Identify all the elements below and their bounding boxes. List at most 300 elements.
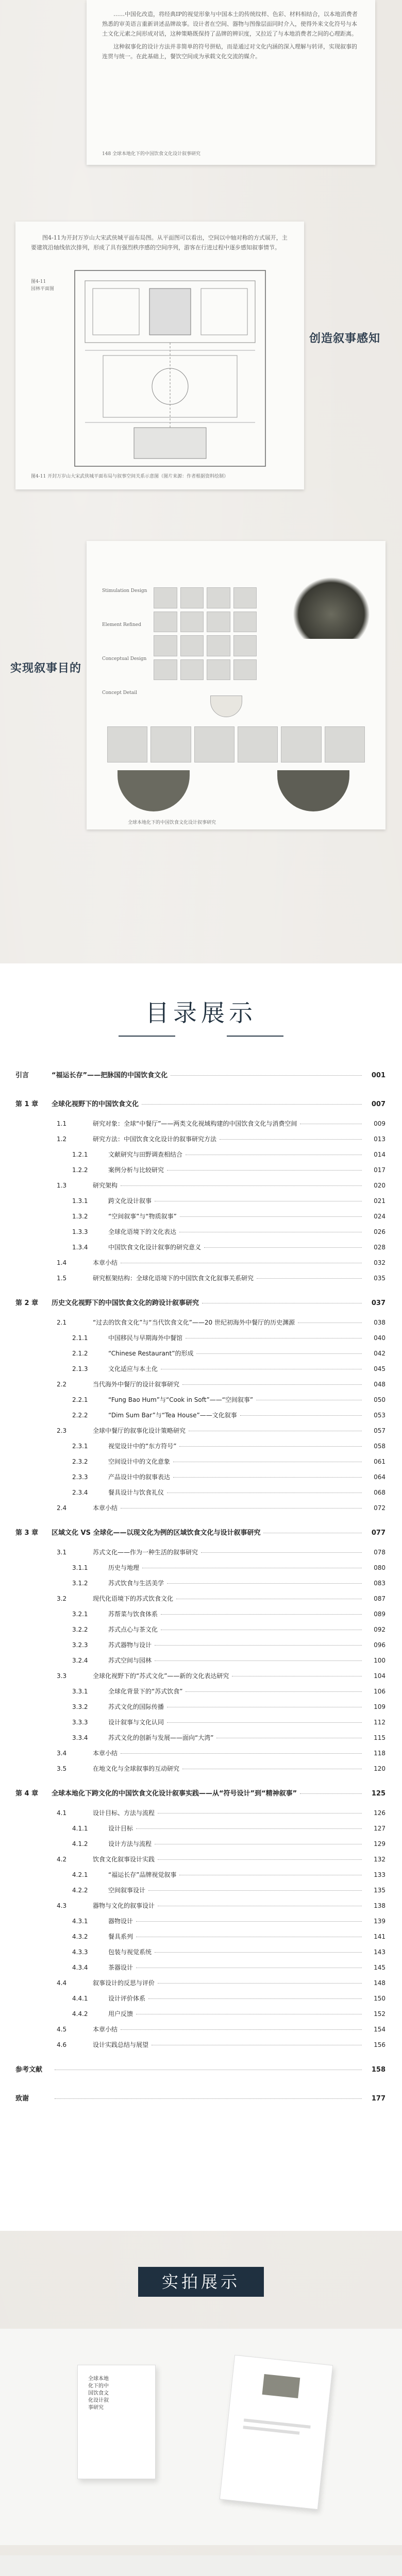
toc-text: 餐具设计与饮食礼仪: [108, 1489, 164, 1496]
toc-page-number: 024: [374, 1213, 386, 1220]
toc-leader-dots: [121, 1753, 362, 1754]
toc-text: 本章小结: [93, 1504, 118, 1512]
toc-text: 文化适应与本土化: [108, 1365, 158, 1372]
toc-entry-row: [72, 1932, 386, 1941]
toc-text: 全球本地化下跨文化的中国饮食文化设计叙事实践——从“符号设计”到“精神叙事”: [52, 1790, 297, 1798]
toc-page-number: 126: [374, 1809, 386, 1817]
toc-leader-dots: [204, 1247, 362, 1248]
toc-page-number: 080: [374, 1564, 386, 1571]
toc-leader-dots: [167, 1583, 362, 1584]
toc-text: 用户反馈: [108, 2010, 133, 2018]
toc-leader-dots: [171, 1075, 362, 1076]
toc-entry-row: [57, 1764, 386, 1773]
toc-leader-dots: [180, 1216, 362, 1217]
photo-book-covers: [0, 2329, 402, 2545]
toc-entry-row: [72, 1640, 386, 1649]
toc-page-number: 145: [374, 1964, 386, 1971]
book-cover-front: [220, 2355, 333, 2510]
toc-chapter-row: [15, 1098, 386, 1108]
toc-number: 2.1.2: [72, 1350, 88, 1357]
toc-text: 在地文化与全球叙事的互动研究: [93, 1765, 180, 1772]
toc-entry-row: [57, 1808, 386, 1817]
toc-leader-dots: [220, 1139, 362, 1140]
toc-number: 4.3.3: [72, 1948, 88, 1956]
stage-label: Element Refined: [102, 622, 141, 628]
toc-number: 3.2.4: [72, 1657, 88, 1664]
toc-page-number: 096: [374, 1641, 386, 1649]
figure-label: 图4-11 园林平面图: [31, 279, 55, 292]
toc-text: 苏帮菜与饮食体系: [108, 1611, 158, 1618]
bronze-vessel-image: [293, 577, 370, 639]
toc-leader-dots: [158, 1813, 362, 1814]
toc-text: 产品设计中的叙事表达: [108, 1473, 171, 1481]
toc-entry-row: [57, 1855, 386, 1863]
toc-number: 3.2.3: [72, 1641, 88, 1649]
toc-text: 研究框架结构：全球化语境下的中国饮食文化叙事关系研究: [93, 1275, 254, 1282]
toc-entry-row: [72, 1718, 386, 1726]
toc-chapter-row: [15, 1070, 386, 1079]
toc-text: 设计方法与流程: [108, 1840, 152, 1848]
toc-number: 3.2.2: [72, 1626, 88, 1633]
toc-page-number: 028: [374, 1244, 386, 1251]
toc-entry-row: [57, 1749, 386, 1757]
toc-text: 设计叙事与文化认同: [108, 1719, 164, 1726]
toc-entry-row: [72, 1824, 386, 1833]
toc-page-number: 152: [374, 2010, 386, 2018]
toc-number: 参考文献: [15, 2066, 43, 2074]
toc-text: “Fung Bao Hum”与“Cook in Soft”——“空间叙事”: [108, 1396, 254, 1403]
toc-entry-row: [72, 1364, 386, 1373]
toc-number: 1.3: [57, 1182, 67, 1189]
toc-page-number: 118: [374, 1750, 386, 1757]
toc-entry-row: [72, 1702, 386, 1711]
toc-entry-row: [72, 1333, 386, 1342]
toc-page-number: 032: [374, 1259, 386, 1266]
toc-title: 目录展示: [145, 999, 257, 1027]
toc-number: 1.4: [57, 1259, 67, 1266]
toc-entry-row: [72, 2009, 386, 2018]
toc-entry-row: [72, 1150, 386, 1159]
toc-page-number: 127: [374, 1825, 386, 1832]
toc-entry-row: [72, 1886, 386, 1894]
toc-number: 4.2.2: [72, 1887, 88, 1894]
toc-page-number: 040: [374, 1334, 386, 1342]
toc-text: 苏式饮食与生活美学: [108, 1580, 164, 1587]
toc-number: 第 3 章: [15, 1529, 39, 1537]
toc-text: 本章小结: [93, 1750, 118, 1757]
toc-text: 器物设计: [108, 1918, 133, 1925]
toc-number: 第 1 章: [15, 1100, 39, 1108]
toc-number: 第 2 章: [15, 1299, 39, 1307]
toc-page-number: 083: [374, 1580, 386, 1587]
toc-number: 4.4.2: [72, 2010, 88, 2018]
toc-entry-row: [72, 1457, 386, 1466]
toc-number: 2.2: [57, 1381, 67, 1388]
toc-leader-dots: [161, 1614, 362, 1615]
toc-page-number: 009: [374, 1120, 386, 1127]
toc-number: 3.3.3: [72, 1719, 88, 1726]
toc-page-number: 017: [374, 1166, 386, 1174]
toc-entry-row: [57, 1318, 386, 1327]
toc-text: 研究方法：中国饮食文化设计的叙事研究方法: [93, 1136, 217, 1143]
toc-leader-dots: [179, 1446, 362, 1447]
toc-page-number: 064: [374, 1473, 386, 1481]
toc-number: 4.3: [57, 1902, 67, 1909]
toc-entry-row: [57, 1181, 386, 1190]
toc-number: 2.3.2: [72, 1458, 88, 1465]
toc-text: 全球化视野下的中国饮食文化: [52, 1100, 139, 1108]
toc-number: 4.2: [57, 1856, 67, 1863]
toc-number: 2.3.3: [72, 1473, 88, 1481]
toc-number: 2.3.4: [72, 1489, 88, 1496]
toc-leader-dots: [158, 1983, 362, 1984]
thumbnail-grid: [154, 587, 257, 680]
toc-page-number: 120: [374, 1765, 386, 1772]
toc-number: 4.3.4: [72, 1964, 88, 1971]
toc-title-rule-right: [227, 1036, 283, 1037]
toc-entry-row: [57, 1671, 386, 1680]
toc-page-number: 109: [374, 1703, 386, 1710]
toc-number: 引言: [15, 1072, 29, 1079]
toc-text: 空间设计中的文化意象: [108, 1458, 171, 1465]
toc-number: 1.3.1: [72, 1197, 88, 1205]
toc-text: 设计目标: [108, 1825, 133, 1832]
toc-page-number: 158: [371, 2066, 386, 2074]
toc-text: 历史与地理: [108, 1564, 140, 1571]
photos-title: 实拍展示: [138, 2267, 264, 2297]
toc-entry-row: [72, 1212, 386, 1221]
toc-entry-row: [57, 1548, 386, 1556]
toc-leader-dots: [121, 2029, 362, 2030]
toc-number: 1.5: [57, 1275, 67, 1282]
thumbnail-grid-2: [107, 726, 365, 762]
toc-text: 中国移民与早期海外中餐馆: [108, 1334, 183, 1342]
toc-text: 全球中餐厅的叙事化设计策略研究: [93, 1427, 186, 1434]
toc-number: 2.1.3: [72, 1365, 88, 1372]
toc-entry-row: [72, 1839, 386, 1848]
toc-page-number: 112: [374, 1719, 386, 1726]
toc-text: “Dim Sum Bar”与“Tea House”——文化叙事: [108, 1412, 237, 1419]
toc-text: 苏式文化——作为一种生活的叙事研究: [93, 1549, 198, 1556]
toc-entry-row: [72, 1349, 386, 1358]
bowl-icon: [210, 696, 242, 717]
toc-text: 苏式器物与设计: [108, 1641, 152, 1649]
toc-page-number: 053: [374, 1412, 386, 1419]
toc-page-number: 156: [374, 2041, 386, 2048]
toc-page-number: 135: [374, 1887, 386, 1894]
toc-page-number: 020: [374, 1182, 386, 1189]
toc-text: 苏式文化的国际传播: [108, 1703, 164, 1710]
toc-number: 第 4 章: [15, 1790, 39, 1798]
toc-leader-dots: [201, 1552, 362, 1553]
toc-leader-dots: [55, 2098, 362, 2099]
stage-label: Stimulation Design: [102, 588, 147, 594]
label-realize-narrative: 实现叙事目的: [10, 662, 82, 675]
garden-plan-drawing: [72, 268, 268, 469]
toc-text: “过去的饮食文化”与“当代饮食文化”——20 世纪初海外中餐厅的历史渊源: [93, 1319, 295, 1326]
toc-number: 4.3.1: [72, 1918, 88, 1925]
toc-number: 2.2.1: [72, 1396, 88, 1403]
toc-text: 苏式点心与茶文化: [108, 1626, 158, 1633]
toc-number: 3.2.1: [72, 1611, 88, 1618]
toc-text: 全球化背景下的“苏式饮食”: [108, 1688, 183, 1695]
toc-number: 4.1.2: [72, 1840, 88, 1848]
toc-text: 本章小结: [93, 2026, 118, 2033]
toc-number: 3.4: [57, 1750, 67, 1757]
toc-text: “Chinese Restaurant”的形成: [108, 1350, 194, 1357]
toc-text: 中国饮食文化设计叙事的研究意义: [108, 1244, 202, 1251]
toc-number: 4.4.1: [72, 1995, 88, 2002]
toc-text: 苏式空间与园林: [108, 1657, 152, 1664]
toc-text: 文献研究与田野调查相结合: [108, 1151, 183, 1158]
toc-entry-row: [72, 1963, 386, 1972]
toc-page-number: 138: [374, 1902, 386, 1909]
book-page-plan: [15, 222, 304, 489]
toc-entry-row: [72, 1411, 386, 1419]
toc-entry-row: [72, 1196, 386, 1205]
toc-entry-row: [72, 1395, 386, 1404]
book-page-text: [87, 0, 375, 165]
toc-page-number: 038: [374, 1319, 386, 1326]
toc-entry-row: [72, 1563, 386, 1572]
toc-text: 包装与视觉系统: [108, 1948, 152, 1956]
toc-entry-row: [72, 1227, 386, 1236]
book-page-flow: [87, 541, 386, 829]
toc-page-number: 078: [374, 1549, 386, 1556]
toc-page-number: 106: [374, 1688, 386, 1695]
toc-leader-dots: [155, 1952, 362, 1953]
page-body-text-2: 这种叙事化的设计方法并非简单的符号拼贴，而是通过对文化内涵的深入理解与转译，实现叙事的连贯与统一。在此基础上，餐饮空间成为承载文化交流的媒介。: [102, 43, 357, 60]
toc-leader-dots: [136, 1921, 362, 1922]
toc-entry-row: [72, 1870, 386, 1879]
toc-page-number: 104: [374, 1672, 386, 1680]
toc-page-number: 143: [374, 1948, 386, 1956]
toc-leader-dots: [158, 1859, 362, 1860]
toc-text: 研究架构: [93, 1182, 118, 1189]
toc-text: 案例分析与比较研究: [108, 1166, 164, 1174]
toc-text: 全球化视野下的“苏式文化”——新的文化表达研究: [93, 1672, 229, 1680]
toc-page-number: 013: [374, 1136, 386, 1143]
toc-text: 现代化语境下的苏式饮食文化: [93, 1595, 174, 1602]
toc-page-number: 125: [371, 1790, 386, 1798]
toc-entry-row: [72, 1472, 386, 1481]
toc-page-number: 139: [374, 1918, 386, 1925]
toc-page-number: 026: [374, 1228, 386, 1235]
toc-page-number: 035: [374, 1275, 386, 1282]
toc-chapter-row: [15, 1297, 386, 1307]
toc-entry-row: [57, 1503, 386, 1512]
toc-leader-dots: [186, 1691, 362, 1692]
toc-text: 饮食文化叙事设计实践: [93, 1856, 155, 1863]
toc-title-rule-left: [119, 1036, 175, 1037]
toc-page-number: 048: [374, 1381, 386, 1388]
toc-number: 3.5: [57, 1765, 67, 1772]
toc-entry-row: [72, 1917, 386, 1925]
toc-entry-row: [57, 1594, 386, 1603]
toc-page-number: 141: [374, 1933, 386, 1940]
toc-text: 本章小结: [93, 1259, 118, 1266]
toc-entry-row: [57, 1380, 386, 1388]
toc-entry-row: [72, 1165, 386, 1174]
toc-number: 4.1.1: [72, 1825, 88, 1832]
toc-leader-dots: [121, 1508, 362, 1509]
toc-number: 3.2: [57, 1595, 67, 1602]
final-vessel-left: [118, 770, 190, 811]
toc-number: 3.3: [57, 1672, 67, 1680]
toc-page-number: 068: [374, 1489, 386, 1496]
toc-page-number: 133: [374, 1871, 386, 1878]
toc-page-number: 021: [374, 1197, 386, 1205]
toc-entry-row: [72, 1609, 386, 1618]
toc-text: 空间叙事设计: [108, 1887, 146, 1894]
flow-stage-labels: [102, 587, 148, 697]
toc-number: 4.4: [57, 1979, 67, 1987]
toc-page-number: 057: [374, 1427, 386, 1434]
toc-page-number: 045: [374, 1365, 386, 1372]
toc-entry-row: [72, 1994, 386, 2003]
toc-entry-row: [57, 1258, 386, 1267]
toc-page-number: 072: [374, 1504, 386, 1512]
toc-leader-dots: [142, 1104, 362, 1105]
toc-leader-dots: [173, 1477, 362, 1478]
toc-entry-row: [72, 1442, 386, 1450]
toc-leader-dots: [136, 1828, 362, 1829]
toc-entry-row: [72, 1579, 386, 1587]
toc-text: “空间叙事”与“物质叙事”: [108, 1213, 177, 1220]
toc-page-number: 061: [374, 1458, 386, 1465]
toc-number: 4.6: [57, 2041, 67, 2048]
toc-number: 1.2.2: [72, 1166, 88, 1174]
toc-page-number: 042: [374, 1350, 386, 1357]
toc-page-number: 115: [374, 1734, 386, 1741]
toc-text: 叙事设计的反思与评价: [93, 1979, 155, 1987]
toc-page-number: 001: [371, 1072, 386, 1079]
final-vessel-right: [277, 770, 349, 811]
toc-number: 4.2.1: [72, 1871, 88, 1878]
toc-page-number: 100: [374, 1657, 386, 1664]
toc-leader-dots: [300, 1793, 362, 1794]
toc-entry-row: [72, 1656, 386, 1665]
toc-entry-row: [72, 1733, 386, 1742]
toc-number: 1.3.4: [72, 1244, 88, 1251]
toc-number: 4.3.2: [72, 1933, 88, 1940]
toc-page-number: 089: [374, 1611, 386, 1618]
toc-page-number: 007: [371, 1100, 386, 1108]
toc-leader-dots: [196, 1353, 362, 1354]
toc-page-number: 177: [371, 2095, 386, 2103]
toc-text: 研究对象：全球“中餐厅”——两类文化视域构建的中国饮食文化与消费空间: [93, 1120, 297, 1127]
toc-leader-dots: [167, 1722, 362, 1723]
toc-number: 4.5: [57, 2026, 67, 2033]
toc-number: 3.3.2: [72, 1703, 88, 1710]
plan-intro-text: 图4-11为开封万岁山大宋武侠城平面布局图。从平面图可以看出，空间以中轴对称的方式展开，主要建筑沿轴线依次排列，形成了具有强烈秩序感的空间序列，游客在行进过程中逐步感知叙事情节。: [31, 234, 288, 251]
toc-page-number: 037: [371, 1299, 386, 1307]
toc-number: 2.3: [57, 1427, 67, 1434]
toc-page-number: 129: [374, 1840, 386, 1848]
toc-number: 致谢: [15, 2095, 29, 2103]
toc-entry-row: [72, 1625, 386, 1634]
toc-entry-row: [57, 2040, 386, 2049]
toc-leader-dots: [148, 1890, 362, 1891]
toc-number: 2.1: [57, 1319, 67, 1326]
toc-page-number: 014: [374, 1151, 386, 1158]
toc-leader-dots: [257, 1278, 362, 1279]
toc-number: 1.3.3: [72, 1228, 88, 1235]
toc-page-number: 087: [374, 1595, 386, 1602]
toc-leader-dots: [182, 1384, 362, 1385]
toc-page-number: 077: [371, 1529, 386, 1537]
toc-text: 当代海外中餐厅的设计叙事研究: [93, 1381, 180, 1388]
toc-page-number: 050: [374, 1396, 386, 1403]
toc-page-number: 154: [374, 2026, 386, 2033]
toc-number: 2.2.2: [72, 1412, 88, 1419]
toc-number: 2.3.1: [72, 1443, 88, 1450]
toc-leader-dots: [155, 1645, 362, 1646]
toc-page-number: 148: [374, 1979, 386, 1987]
toc-text: 器物与文化的叙事设计: [93, 1902, 155, 1909]
photo-open-book-1: [0, 2555, 402, 2576]
stage-label: Conceptual Design: [102, 656, 147, 662]
toc-page-number: 132: [374, 1856, 386, 1863]
label-create-perception: 创造叙事感知: [309, 332, 381, 345]
toc-number: 1.3.2: [72, 1213, 88, 1220]
toc-number: 1.2.1: [72, 1151, 88, 1158]
toc-entry-row: [57, 1901, 386, 1910]
toc-text: 设计实践总结与展望: [93, 2041, 149, 2048]
toc-chapter-row: [15, 1788, 386, 1798]
toc-entry-row: [72, 1947, 386, 1956]
toc-leader-dots: [240, 1415, 362, 1416]
toc-chapter-row: [15, 2064, 386, 2074]
toc-number: 4.1: [57, 1809, 67, 1817]
toc-text: 全球化语境下的文化表达: [108, 1228, 177, 1235]
toc-leader-dots: [167, 1170, 362, 1171]
toc-text: 视觉设计中的“东方符号”: [108, 1443, 177, 1450]
toc-entry-row: [57, 2025, 386, 2033]
toc-text: 历史文化视野下的中国饮食文化的跨设计叙事研究: [52, 1299, 199, 1307]
toc-chapter-row: [15, 2093, 386, 2103]
toc-text: “福运长存”品牌视觉叙事: [108, 1871, 177, 1878]
toc-entry-row: [57, 1426, 386, 1435]
toc-entry-row: [57, 1978, 386, 1987]
toc-number: 3.1.1: [72, 1564, 88, 1571]
toc-leader-dots: [155, 1660, 362, 1661]
toc-leader-dots: [148, 1998, 362, 1999]
toc-entry-row: [57, 1134, 386, 1143]
toc-entry-row: [72, 1488, 386, 1497]
stage-label: Concept Detail: [102, 690, 137, 696]
page-footer: 148 全球本地化下的中国饮食文化设计叙事研究: [102, 151, 201, 157]
toc-entry-row: [57, 1119, 386, 1128]
toc-number: 3.1.2: [72, 1580, 88, 1587]
plan-caption: 图4-11 开封万岁山大宋武侠城平面布局与叙事空间关系示意图（图片来源：作者根据资料绘制）: [31, 474, 229, 479]
toc-page-number: 092: [374, 1626, 386, 1633]
toc-text: 茶器设计: [108, 1964, 133, 1971]
toc-page-number: 150: [374, 1995, 386, 2002]
toc-entry-row: [72, 1243, 386, 1251]
page-body-text: ……中国化改造，将经典IP的视觉形象与中国本土的传统纹样、色彩、材料相结合，以本地消费者熟悉的审美语言重新讲述品牌故事。设计者在空间、器物与图像层面同时介入，使得外来文化符号与本土文化元素之间形成对话，这种策略既保持了品牌的辨识度，又拉近了与本地消费者之间的心理距离。: [102, 11, 358, 37]
toc-text: “福运长存”——把脉国的中国饮食文化: [52, 1072, 168, 1079]
toc-text: 跨文化设计叙事: [108, 1197, 152, 1205]
toc-number: 2.1.1: [72, 1334, 88, 1342]
toc-number: 1.1: [57, 1120, 67, 1127]
toc-leader-dots: [121, 1185, 362, 1186]
toc-text: 设计目标、方法与流程: [93, 1809, 155, 1817]
toc-number: 2.4: [57, 1504, 67, 1512]
toc-number: 3.1: [57, 1549, 67, 1556]
toc-page-number: 058: [374, 1443, 386, 1450]
toc-text: 设计评价体系: [108, 1995, 146, 2002]
